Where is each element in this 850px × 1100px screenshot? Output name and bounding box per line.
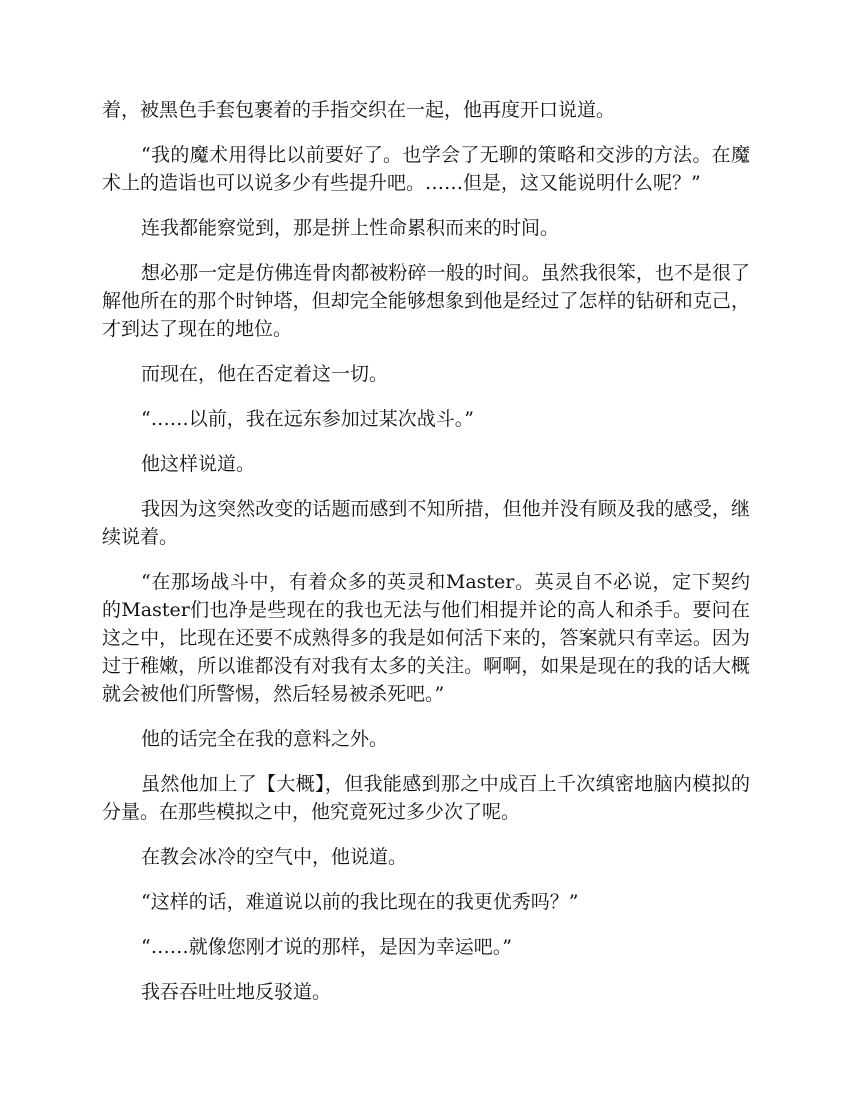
paragraph: 我吞吞吐吐地反驳道。 — [141, 981, 332, 1003]
paragraph: 虽然他加上了【大概】，但我能感到那之中成百上千次缜密地脑内模拟的分量。在那些模拟之中，他究竟死过多少次了呢。 — [102, 773, 750, 823]
paragraph: “我的魔术用得比以前要好了。也学会了无聊的策略和交涉的方法。在魔术上的造诣也可以说多少有些提升吧。……但是，这又能说明什么呢？” — [102, 144, 750, 194]
paragraph: 我因为这突然改变的话题而感到不知所措，但他并没有顾及我的感受，继续说着。 — [102, 498, 750, 548]
paragraph: 在教会冰冷的空气中，他说道。 — [141, 846, 408, 868]
paragraph: “……以前，我在远东参加过某次战斗。” — [141, 408, 474, 430]
paragraph: “在那场战斗中，有着众多的英灵和Master。英灵自不必说，定下契约的Master们也净是些现在的我也无法与他们相提并论的高人和杀手。要问在这之中，比现在还要不成熟得多的我是如何活下来的，答案就只有幸运。因为过于稚嫩，所以谁都没有对我有太多的关注。啊啊，如果是现在的我的话大概就会被他们所警惕，然后轻易被杀死吧。” — [102, 571, 750, 705]
paragraph: “这样的话，难道说以前的我比现在的我更优秀吗？” — [141, 891, 579, 913]
paragraph: 想必那一定是仿佛连骨肉都被粉碎一般的时间。虽然我很笨，也不是很了解他所在的那个时钟塔，但却完全能够想象到他是经过了怎样的钻研和克己，才到达了现在的地位。 — [102, 262, 750, 340]
paragraph: 着，被黑色手套包裹着的手指交织在一起，他再度开口说道。 — [102, 99, 616, 121]
paragraph: 他的话完全在我的意料之外。 — [141, 728, 389, 750]
document-body — [102, 96, 750, 1023]
paragraph: 而现在，他在否定着这一切。 — [141, 363, 389, 385]
paragraph: “……就像您刚才说的那样，是因为幸运吧。” — [141, 936, 512, 958]
paragraph: 他这样说道。 — [141, 453, 256, 475]
paragraph: 连我都能察觉到，那是拼上性命累积而来的时间。 — [141, 217, 560, 239]
